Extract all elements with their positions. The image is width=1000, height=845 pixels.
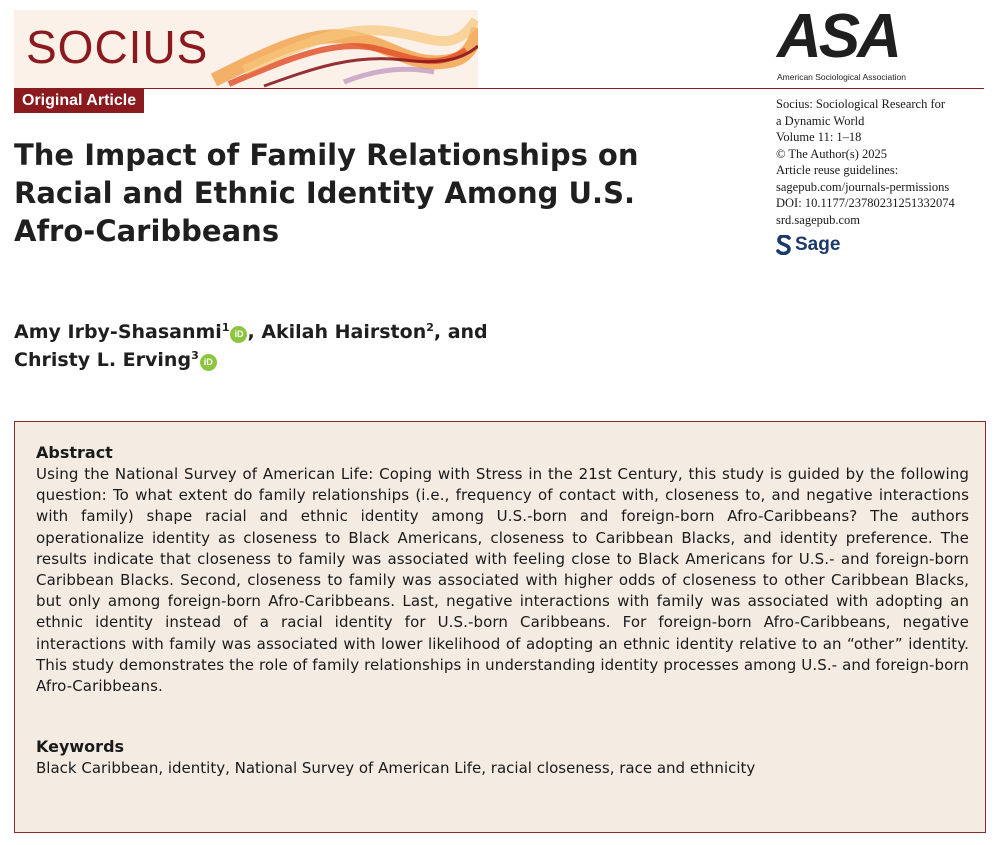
author-name: Amy Irby-Shasanmi — [14, 321, 222, 343]
orcid-icon[interactable]: iD — [230, 326, 247, 343]
copyright: © The Author(s) 2025 — [776, 146, 887, 161]
publication-info — [776, 96, 991, 228]
keywords-text: Black Caribbean, identity, National Survey of American Life, racial closeness, race and ethnicity — [36, 759, 756, 778]
author-name: Akilah Hairston — [261, 321, 427, 343]
author-list — [14, 318, 734, 374]
journal-site-link[interactable]: srd.sagepub.com — [776, 212, 861, 227]
author-name: Christy L. Erving — [14, 349, 192, 371]
asa-logo — [773, 2, 983, 84]
affiliation-marker: 3 — [191, 349, 199, 362]
permissions-link[interactable]: sagepub.com/journals-permissions — [776, 179, 950, 194]
asa-logo-letters: ASA — [777, 2, 899, 71]
affiliation-marker: 2 — [426, 321, 434, 334]
volume-pages: Volume 11: 1–18 — [776, 130, 862, 144]
author-separator: , and — [433, 321, 488, 343]
journal-full-name-1: Socius: Sociological Research for — [776, 97, 946, 111]
abstract-box — [14, 421, 986, 833]
journal-name: SOCIUS — [26, 21, 209, 73]
abstract-heading: Abstract — [36, 443, 113, 462]
reuse-label: Article reuse guidelines: — [776, 163, 899, 177]
orcid-icon[interactable]: iD — [200, 354, 217, 371]
journal-banner — [14, 10, 478, 88]
article-title: The Impact of Family Relationships on Racial and Ethnic Identity Among U.S. Afro-Caribbeans — [14, 138, 639, 248]
abstract-text: Using the National Survey of American Life: Coping with Stress in the 21st Century, this study is guided by the following question: To what extent do family relationships (i.e., frequency of contact with, closeness to, and negative interactions with family) shape racial and ethnic identity among U.S.-born and foreign-born Afro-Caribbeans? The authors operationalize identity as closeness to Black Americans, closeness to Caribbean Blacks, and identity preference. The results indicate that closeness to family was associated with feeling close to Black Americans for U.S.- and foreign-born Caribbean Blacks. Second, closeness to family was associated with higher odds of closeness to other Caribbean Blacks, but only among foreign-born Afro-Caribbeans. Last, negative interactions with family was associated with adopting an ethnic identity instead of a racial identity for U.S.-born Caribbeans. For foreign-born Afro-Caribbeans, negative interactions with family was associated with lower likelihood of adopting an ethnic identity relative to an “other” identity. This study demonstrates the role of family relationships in understanding identity processes among U.S.- and foreign-born Afro-Caribbeans. — [36, 465, 969, 696]
author-separator: , — [247, 321, 262, 343]
sage-logo — [776, 234, 840, 256]
asa-logo-subtitle: American Sociological Association — [777, 72, 906, 82]
article-type-badge: Original Article — [14, 89, 144, 113]
header-rule — [14, 88, 984, 89]
sage-s-icon — [776, 235, 792, 255]
doi-link[interactable]: DOI: 10.1177/23780231251332074 — [776, 196, 955, 210]
journal-full-name-2: a Dynamic World — [776, 113, 865, 128]
affiliation-marker: 1 — [221, 321, 230, 334]
keywords-heading: Keywords — [36, 737, 125, 757]
sage-wordmark: Sage — [795, 234, 841, 255]
